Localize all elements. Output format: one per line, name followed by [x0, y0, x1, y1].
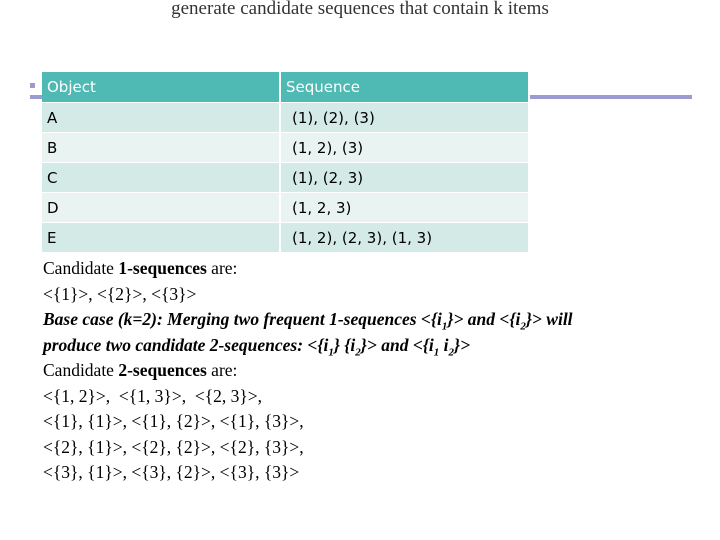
sequence-table — [42, 72, 530, 253]
text-segment: }> and <{i — [447, 309, 521, 329]
table-row — [42, 163, 529, 193]
bold-term: 2-sequences — [118, 360, 207, 380]
subscript: 1 — [328, 346, 334, 358]
object-cell: A — [42, 103, 280, 133]
table-row — [42, 193, 529, 223]
object-cell: B — [42, 133, 280, 163]
text-segment: Candidate — [43, 360, 119, 380]
subscript: 1 — [433, 346, 440, 358]
text-segment: } {i — [333, 334, 356, 355]
candidate-1-sequences-list: <{1}>, <{2}>, <{3}> — [43, 283, 197, 304]
bold-term: 1-sequences — [118, 258, 207, 278]
object-cell: D — [42, 193, 280, 223]
text-segment: Candidate — [43, 258, 119, 278]
table-row — [42, 103, 529, 133]
base-case-line-2 — [43, 333, 703, 359]
base-case-line-1 — [43, 307, 703, 333]
candidate-2-sequences-list-4: <{3}, {1}>, <{3}, {2}>, <{3}, {3}> — [43, 462, 300, 482]
object-cell: E — [42, 223, 280, 253]
slide-title: generate candidate sequences that contain k items — [171, 0, 549, 19]
text-segment: }> and <{i — [360, 334, 434, 355]
candidate-2-sequences-list-1: <{1, 2}>, <{1, 3}>, <{2, 3}>, — [43, 385, 262, 406]
column-header-object: Object — [42, 72, 280, 103]
table-header-row — [42, 72, 529, 103]
candidate-2-sequences-heading — [43, 358, 703, 384]
sequence-cell: (1, 2, 3) — [280, 193, 529, 223]
sequence-cell: (1), (2, 3) — [280, 163, 529, 193]
text-segment: Base case (k=2): Merging two frequent 1-sequences <{i — [43, 309, 442, 329]
subscript: 2 — [520, 320, 526, 333]
table-row — [42, 223, 529, 253]
explanation-text — [43, 256, 703, 486]
subscript: 2 — [355, 346, 361, 358]
text-segment: }> — [454, 334, 471, 355]
sequence-cell: (1, 2), (2, 3), (1, 3) — [280, 223, 529, 253]
text-segment: are: — [206, 360, 238, 380]
sequence-cell: (1), (2), (3) — [280, 103, 529, 133]
text-segment: produce two candidate 2-sequences: <{i — [43, 334, 329, 355]
text-segment: }> will — [525, 309, 573, 329]
text-segment: i — [439, 334, 449, 355]
subscript: 2 — [448, 346, 455, 358]
sequence-cell: (1, 2), (3) — [280, 133, 529, 163]
candidate-2-sequences-list-3: <{2}, {1}>, <{2}, {2}>, <{2}, {3}>, — [43, 436, 304, 457]
title-rule-right — [522, 95, 692, 99]
table-row — [42, 133, 529, 163]
object-cell: C — [42, 163, 280, 193]
column-header-sequence: Sequence — [280, 72, 529, 103]
subscript: 1 — [441, 320, 448, 333]
text-segment: are: — [206, 258, 238, 278]
candidate-1-sequences-heading — [43, 256, 703, 282]
bullet-square-icon — [30, 83, 35, 88]
candidate-2-sequences-list-2: <{1}, {1}>, <{1}, {2}>, <{1}, {3}>, — [43, 411, 304, 431]
